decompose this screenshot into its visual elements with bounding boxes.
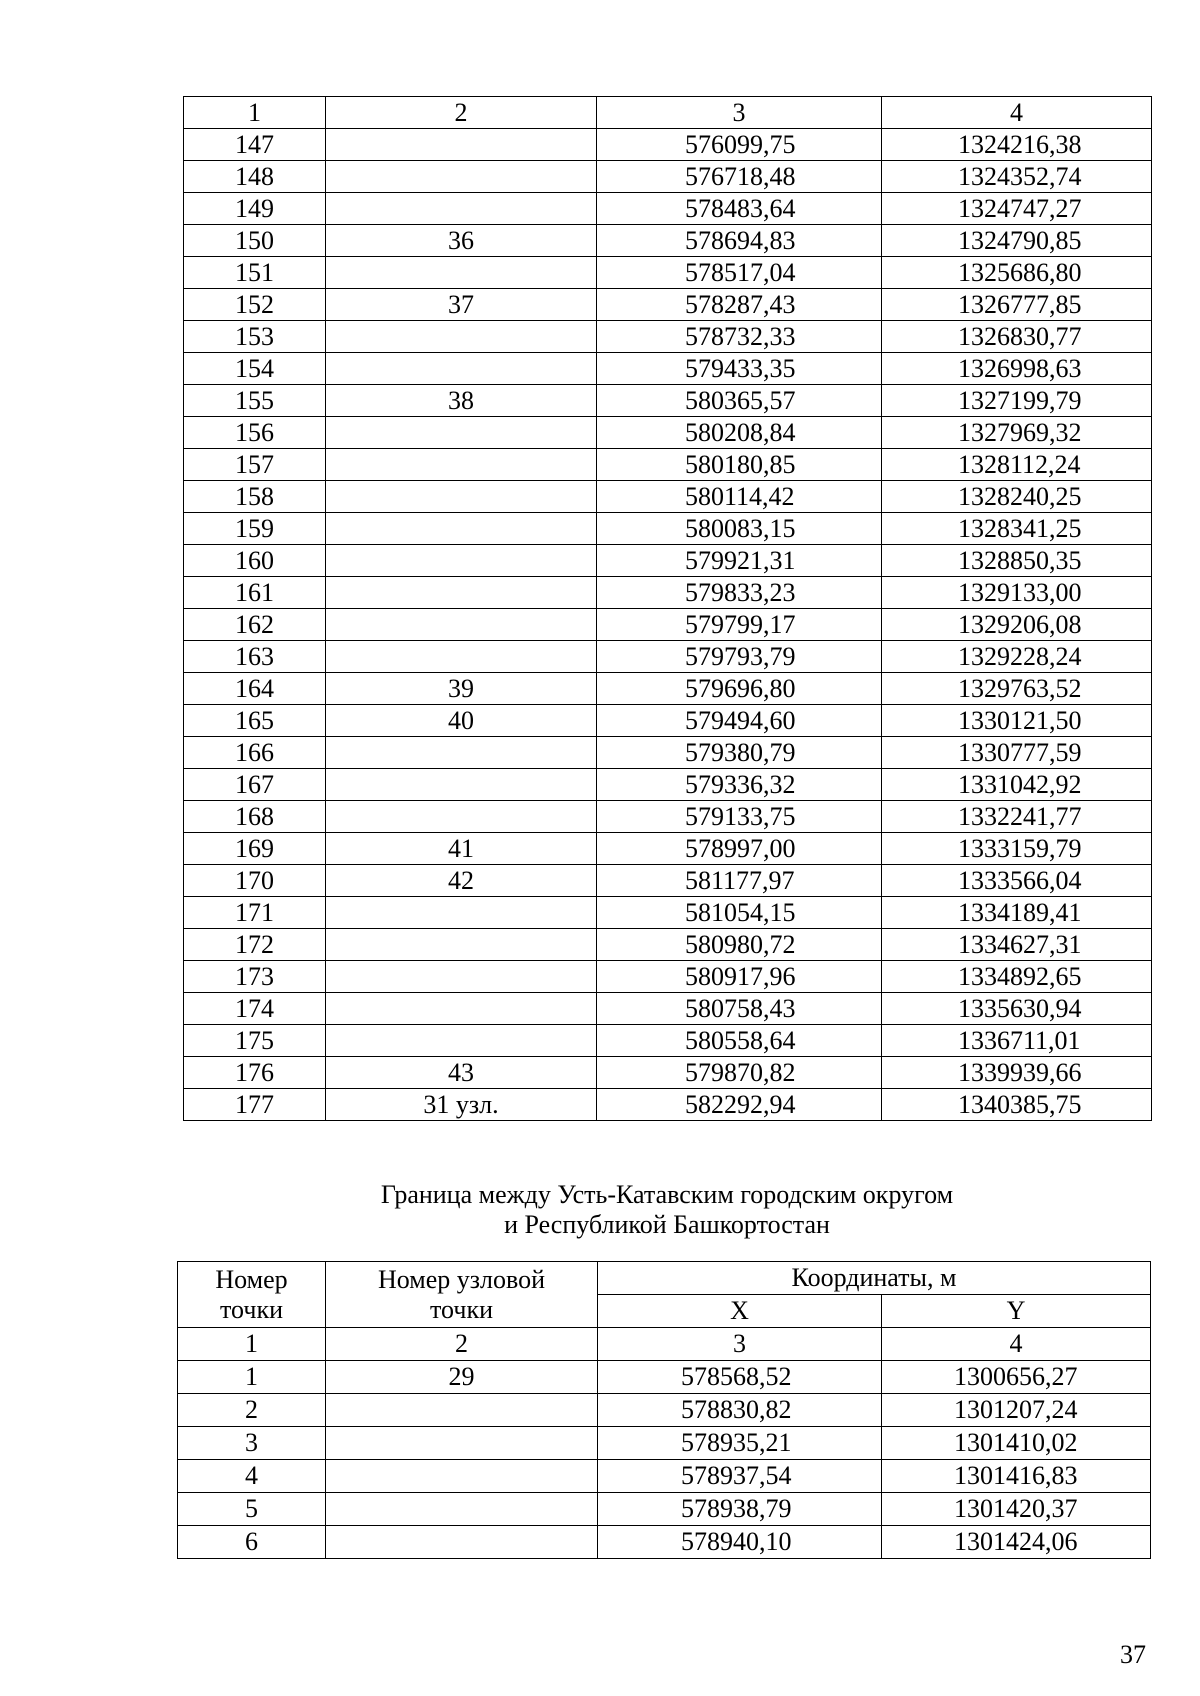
node-number-cell [326, 481, 597, 513]
table-row [184, 673, 1152, 705]
column-number: 4 [882, 97, 1152, 129]
header-x: X [598, 1295, 882, 1328]
x-coordinate-cell: 578935,21 [598, 1427, 882, 1460]
node-number-cell: 37 [326, 289, 597, 321]
node-number-cell [326, 737, 597, 769]
table-row [184, 321, 1152, 353]
y-coordinate-cell: 1333566,04 [882, 865, 1152, 897]
table-row [184, 385, 1152, 417]
x-coordinate-cell: 579133,75 [597, 801, 882, 833]
y-coordinate-cell: 1324352,74 [882, 161, 1152, 193]
table-row [184, 513, 1152, 545]
node-number-cell [326, 1025, 597, 1057]
node-number-cell [326, 769, 597, 801]
table-row [184, 833, 1152, 865]
x-coordinate-cell: 579833,23 [597, 577, 882, 609]
point-number-cell: 5 [178, 1493, 326, 1526]
x-coordinate-cell: 580758,43 [597, 993, 882, 1025]
node-number-cell: 31 узл. [326, 1089, 597, 1121]
x-coordinate-cell: 578483,64 [597, 193, 882, 225]
point-number-cell: 161 [184, 577, 326, 609]
x-coordinate-cell: 578287,43 [597, 289, 882, 321]
point-number-cell: 167 [184, 769, 326, 801]
point-number-cell: 147 [184, 129, 326, 161]
node-number-cell [326, 161, 597, 193]
table-row [184, 225, 1152, 257]
point-number-cell: 156 [184, 417, 326, 449]
node-number-cell [326, 353, 597, 385]
table-column-numbers [178, 1328, 1151, 1361]
x-coordinate-cell: 579799,17 [597, 609, 882, 641]
table-row [184, 929, 1152, 961]
x-coordinate-cell: 581054,15 [597, 897, 882, 929]
table-row [184, 961, 1152, 993]
table-row [184, 417, 1152, 449]
table-row [184, 481, 1152, 513]
point-number-cell: 1 [178, 1361, 326, 1394]
node-number-cell [326, 577, 597, 609]
point-number-cell: 154 [184, 353, 326, 385]
node-number-cell: 36 [326, 225, 597, 257]
node-number-cell [326, 929, 597, 961]
point-number-cell: 165 [184, 705, 326, 737]
x-coordinate-cell: 579380,79 [597, 737, 882, 769]
node-number-cell [326, 609, 597, 641]
point-number-cell: 3 [178, 1427, 326, 1460]
table-row [178, 1361, 1151, 1394]
y-coordinate-cell: 1339939,66 [882, 1057, 1152, 1089]
table-row [178, 1394, 1151, 1427]
node-number-cell [326, 1493, 598, 1526]
node-number-cell [326, 641, 597, 673]
point-number-cell: 153 [184, 321, 326, 353]
node-number-cell: 41 [326, 833, 597, 865]
table-row [184, 801, 1152, 833]
y-coordinate-cell: 1301424,06 [882, 1526, 1151, 1559]
table-row [184, 641, 1152, 673]
table-row [184, 897, 1152, 929]
x-coordinate-cell: 578937,54 [598, 1460, 882, 1493]
column-number: 4 [882, 1328, 1151, 1361]
node-number-cell [326, 257, 597, 289]
y-coordinate-cell: 1324790,85 [882, 225, 1152, 257]
header-point-number [178, 1262, 326, 1328]
node-number-cell: 38 [326, 385, 597, 417]
y-coordinate-cell: 1332241,77 [882, 801, 1152, 833]
point-number-cell: 157 [184, 449, 326, 481]
point-number-cell: 170 [184, 865, 326, 897]
x-coordinate-cell: 578830,82 [598, 1394, 882, 1427]
y-coordinate-cell: 1301410,02 [882, 1427, 1151, 1460]
point-number-cell: 163 [184, 641, 326, 673]
point-number-cell: 171 [184, 897, 326, 929]
point-number-cell: 148 [184, 161, 326, 193]
point-number-cell: 158 [184, 481, 326, 513]
x-coordinate-cell: 580083,15 [597, 513, 882, 545]
table-row [178, 1493, 1151, 1526]
x-coordinate-cell: 581177,97 [597, 865, 882, 897]
header-y: Y [882, 1295, 1151, 1328]
node-number-cell [326, 129, 597, 161]
y-coordinate-cell: 1328850,35 [882, 545, 1152, 577]
x-coordinate-cell: 579793,79 [597, 641, 882, 673]
y-coordinate-cell: 1336711,01 [882, 1025, 1152, 1057]
point-number-cell: 173 [184, 961, 326, 993]
node-number-cell [326, 1460, 598, 1493]
table-row [184, 737, 1152, 769]
header-node-number [326, 1262, 598, 1328]
table-row [184, 769, 1152, 801]
table-row [184, 353, 1152, 385]
point-number-cell: 149 [184, 193, 326, 225]
y-coordinate-cell: 1328341,25 [882, 513, 1152, 545]
x-coordinate-cell: 579921,31 [597, 545, 882, 577]
point-number-cell: 177 [184, 1089, 326, 1121]
y-coordinate-cell: 1340385,75 [882, 1089, 1152, 1121]
x-coordinate-cell: 580180,85 [597, 449, 882, 481]
x-coordinate-cell: 578517,04 [597, 257, 882, 289]
node-number-cell: 43 [326, 1057, 597, 1089]
column-number: 2 [326, 1328, 598, 1361]
y-coordinate-cell: 1324747,27 [882, 193, 1152, 225]
table-row [184, 609, 1152, 641]
node-number-cell [326, 993, 597, 1025]
x-coordinate-cell: 580917,96 [597, 961, 882, 993]
point-number-cell: 151 [184, 257, 326, 289]
y-coordinate-cell: 1328112,24 [882, 449, 1152, 481]
table-row [184, 577, 1152, 609]
y-coordinate-cell: 1301416,83 [882, 1460, 1151, 1493]
column-number: 1 [184, 97, 326, 129]
y-coordinate-cell: 1326777,85 [882, 289, 1152, 321]
node-number-cell: 39 [326, 673, 597, 705]
x-coordinate-cell: 576099,75 [597, 129, 882, 161]
x-coordinate-cell: 579494,60 [597, 705, 882, 737]
point-number-cell: 162 [184, 609, 326, 641]
coordinates-table-continued [183, 96, 1152, 1121]
x-coordinate-cell: 580208,84 [597, 417, 882, 449]
x-coordinate-cell: 579433,35 [597, 353, 882, 385]
table-row [178, 1526, 1151, 1559]
table-row [178, 1460, 1151, 1493]
point-number-cell: 150 [184, 225, 326, 257]
node-number-cell [326, 193, 597, 225]
point-number-cell: 152 [184, 289, 326, 321]
y-coordinate-cell: 1331042,92 [882, 769, 1152, 801]
y-coordinate-cell: 1325686,80 [882, 257, 1152, 289]
header-point-number-text: Номер точки [215, 1264, 288, 1324]
point-number-cell: 172 [184, 929, 326, 961]
node-number-cell [326, 1394, 598, 1427]
x-coordinate-cell: 578997,00 [597, 833, 882, 865]
point-number-cell: 160 [184, 545, 326, 577]
point-number-cell: 174 [184, 993, 326, 1025]
x-coordinate-cell: 579336,32 [597, 769, 882, 801]
x-coordinate-cell: 578938,79 [598, 1493, 882, 1526]
y-coordinate-cell: 1334892,65 [882, 961, 1152, 993]
y-coordinate-cell: 1334189,41 [882, 897, 1152, 929]
page-number: 37 [1120, 1640, 1146, 1669]
column-number: 2 [326, 97, 597, 129]
table-column-numbers [184, 97, 1152, 129]
table-row [184, 865, 1152, 897]
point-number-cell: 155 [184, 385, 326, 417]
point-number-cell: 4 [178, 1460, 326, 1493]
x-coordinate-cell: 578940,10 [598, 1526, 882, 1559]
node-number-cell [326, 545, 597, 577]
table-row [184, 1089, 1152, 1121]
y-coordinate-cell: 1333159,79 [882, 833, 1152, 865]
x-coordinate-cell: 579696,80 [597, 673, 882, 705]
x-coordinate-cell: 578732,33 [597, 321, 882, 353]
y-coordinate-cell: 1329133,00 [882, 577, 1152, 609]
y-coordinate-cell: 1327199,79 [882, 385, 1152, 417]
column-number: 3 [598, 1328, 882, 1361]
table-row [184, 289, 1152, 321]
point-number-cell: 168 [184, 801, 326, 833]
node-number-cell [326, 961, 597, 993]
node-number-cell [326, 897, 597, 929]
node-number-cell: 29 [326, 1361, 598, 1394]
y-coordinate-cell: 1335630,94 [882, 993, 1152, 1025]
y-coordinate-cell: 1329763,52 [882, 673, 1152, 705]
table-row [184, 449, 1152, 481]
table-row [184, 1057, 1152, 1089]
y-coordinate-cell: 1330121,50 [882, 705, 1152, 737]
header-coordinates: Координаты, м [598, 1262, 1151, 1295]
node-number-cell: 42 [326, 865, 597, 897]
x-coordinate-cell: 580365,57 [597, 385, 882, 417]
node-number-cell [326, 449, 597, 481]
point-number-cell: 166 [184, 737, 326, 769]
table-row [184, 161, 1152, 193]
point-number-cell: 175 [184, 1025, 326, 1057]
node-number-cell [326, 801, 597, 833]
header-node-number-text: Номер узловой точки [377, 1264, 546, 1324]
node-number-cell [326, 1526, 598, 1559]
y-coordinate-cell: 1327969,32 [882, 417, 1152, 449]
x-coordinate-cell: 576718,48 [597, 161, 882, 193]
boundary-coordinates-table [177, 1261, 1151, 1559]
table-row [184, 993, 1152, 1025]
point-number-cell: 2 [178, 1394, 326, 1427]
table-row [184, 545, 1152, 577]
node-number-cell [326, 513, 597, 545]
x-coordinate-cell: 580558,64 [597, 1025, 882, 1057]
column-number: 1 [178, 1328, 326, 1361]
y-coordinate-cell: 1330777,59 [882, 737, 1152, 769]
point-number-cell: 164 [184, 673, 326, 705]
table-row [184, 1025, 1152, 1057]
column-number: 3 [597, 97, 882, 129]
table-row [184, 129, 1152, 161]
point-number-cell: 176 [184, 1057, 326, 1089]
x-coordinate-cell: 580114,42 [597, 481, 882, 513]
section-caption-line-2: и Республикой Башкортостан [504, 1210, 830, 1239]
x-coordinate-cell: 580980,72 [597, 929, 882, 961]
y-coordinate-cell: 1326830,77 [882, 321, 1152, 353]
y-coordinate-cell: 1329228,24 [882, 641, 1152, 673]
x-coordinate-cell: 578568,52 [598, 1361, 882, 1394]
y-coordinate-cell: 1301420,37 [882, 1493, 1151, 1526]
point-number-cell: 159 [184, 513, 326, 545]
y-coordinate-cell: 1334627,31 [882, 929, 1152, 961]
node-number-cell [326, 1427, 598, 1460]
y-coordinate-cell: 1329206,08 [882, 609, 1152, 641]
section-caption-line-1: Граница между Усть-Катавским городским округом [380, 1180, 954, 1209]
table-row [184, 257, 1152, 289]
x-coordinate-cell: 578694,83 [597, 225, 882, 257]
node-number-cell: 40 [326, 705, 597, 737]
y-coordinate-cell: 1326998,63 [882, 353, 1152, 385]
y-coordinate-cell: 1328240,25 [882, 481, 1152, 513]
x-coordinate-cell: 579870,82 [597, 1057, 882, 1089]
table-header-row [178, 1262, 1151, 1295]
node-number-cell [326, 321, 597, 353]
point-number-cell: 169 [184, 833, 326, 865]
y-coordinate-cell: 1301207,24 [882, 1394, 1151, 1427]
table-row [184, 705, 1152, 737]
x-coordinate-cell: 582292,94 [597, 1089, 882, 1121]
node-number-cell [326, 417, 597, 449]
table-row [184, 193, 1152, 225]
y-coordinate-cell: 1324216,38 [882, 129, 1152, 161]
y-coordinate-cell: 1300656,27 [882, 1361, 1151, 1394]
table-row [178, 1427, 1151, 1460]
point-number-cell: 6 [178, 1526, 326, 1559]
